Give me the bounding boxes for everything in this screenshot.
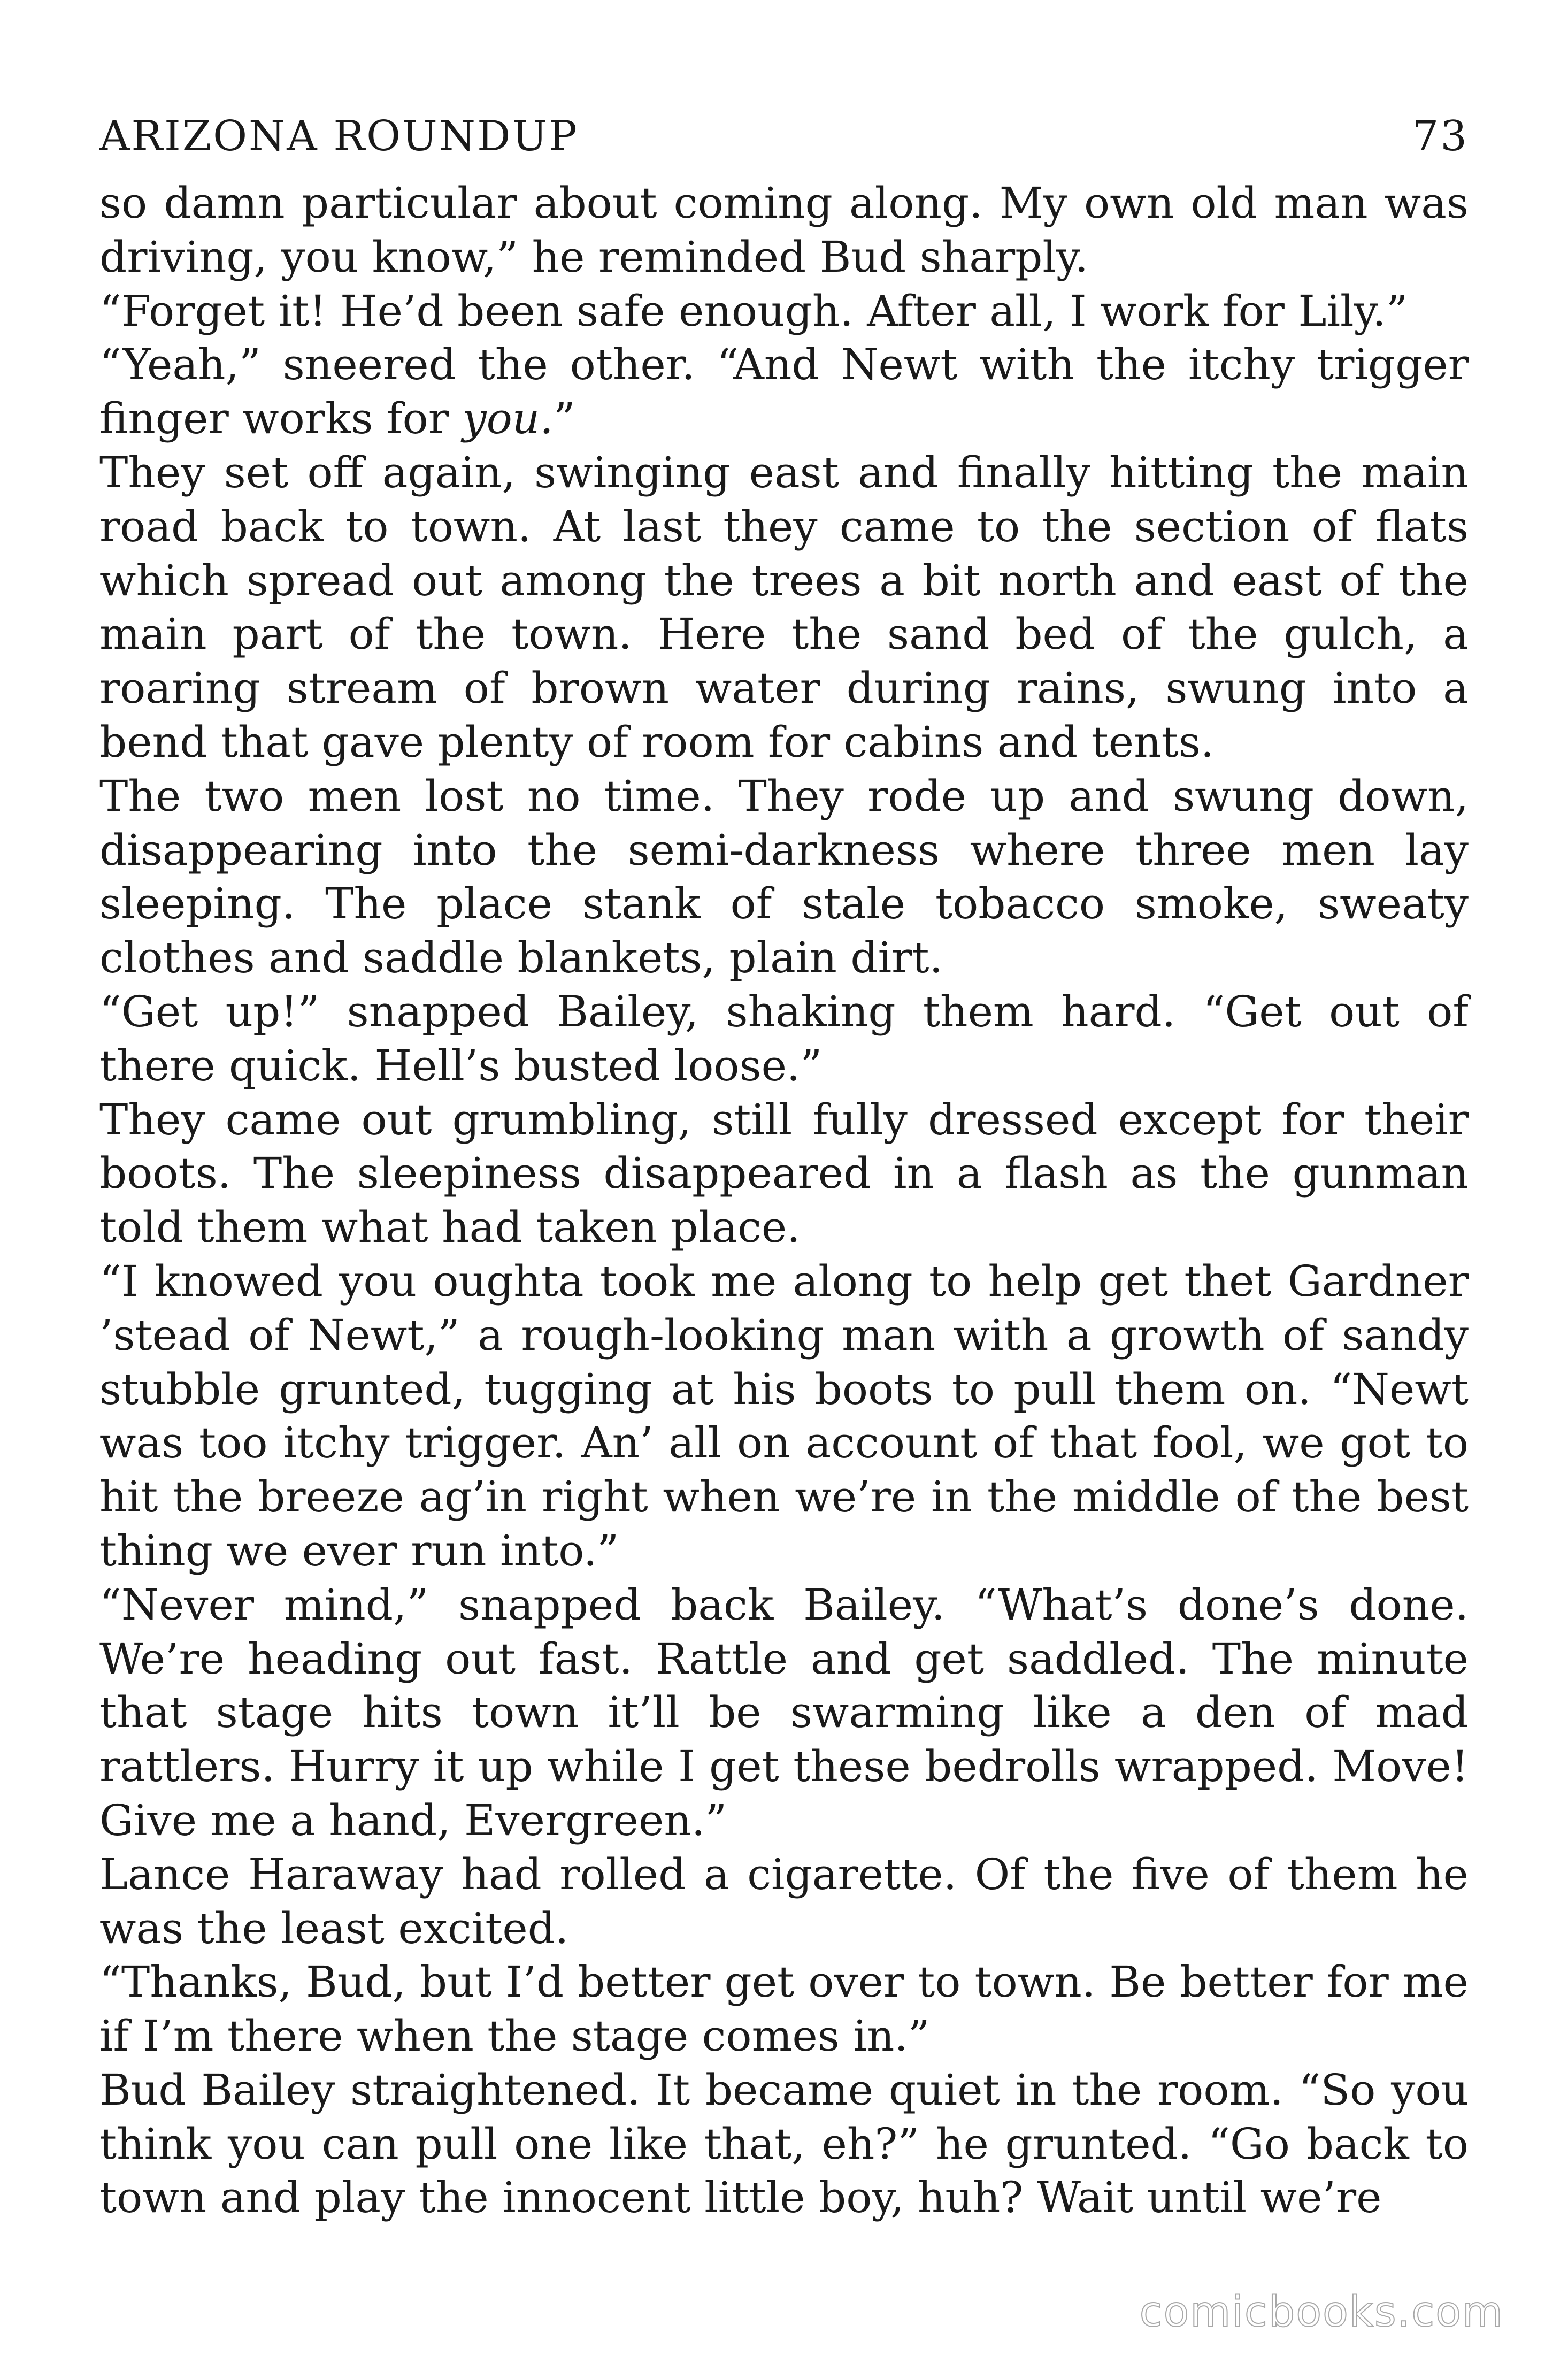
watermark: comicbooks.com	[1139, 2288, 1504, 2336]
text-run: They set off again, swinging east and finally hitting the main road back to town. At last they came to the section of flats which spread out among the trees a bit north and east of the main part of the town. Here the sand bed of the gulch, a roaring stream of brown water during rains, swung into a bend that gave plenty of room for cabins and tents.	[99, 447, 1469, 767]
text-run: Bud Bailey straightened. It became quiet in the room. “So you think you can pull one like that, eh?” he grunted. “Go back to town and play the innocent little boy, huh? Wait until we’re	[99, 2065, 1469, 2223]
paragraph	[99, 446, 1469, 770]
text-run: ”	[553, 394, 575, 444]
italic-text-run: you.	[462, 394, 554, 444]
paragraph	[99, 1093, 1469, 1255]
text-run: They came out grumbling, still fully dressed except for their boots. The sleepiness disappeared in a flash as the gunman told them what had taken place.	[99, 1094, 1469, 1253]
paragraph	[99, 770, 1469, 985]
text-run: “I knowed you oughta took me along to help get thet Gardner ’stead of Newt,” a rough-looking man with a growth of sandy stubble grunted, tugging at his boots to pull them on. “Newt was too itchy trigger. An’ all on account of that fool, we got to hit the breeze ag’in right when we’re in the middle of the best thing we ever run into.”	[99, 1256, 1469, 1576]
paragraph	[99, 1955, 1469, 2063]
text-run: The two men lost no time. They rode up and swung down, disappearing into the semi-darkness where three men lay sleeping. The place stank of stale tobacco smoke, sweaty clothes and saddle blankets, plain dirt.	[99, 771, 1469, 983]
paragraph	[99, 285, 1469, 339]
text-run: “Yeah,” sneered the other. “And Newt with the itchy trigger finger works for	[99, 340, 1469, 444]
running-head	[99, 107, 1469, 166]
paragraph	[99, 1255, 1469, 1578]
paragraph	[99, 985, 1469, 1093]
text-run: “Forget it! He’d been safe enough. After all, I work for Lily.”	[99, 286, 1408, 336]
text-run: “Get up!” snapped Bailey, shaking them hard. “Get out of there quick. Hell’s busted loose.”	[99, 986, 1469, 1091]
text-run: Lance Haraway had rolled a cigarette. Of the five of them he was the least excited.	[99, 1849, 1469, 1953]
text-run: “Never mind,” snapped back Bailey. “What’s done’s done. We’re heading out fast. Rattle and get saddled. The minute that stage hits town it’ll be swarming like a den of mad rattlers. Hurry it up while I get these bedrolls wrapped. Move! Give me a hand, Evergreen.”	[99, 1579, 1469, 1845]
paragraph	[99, 1848, 1469, 1956]
paragraph	[99, 338, 1469, 446]
paragraph	[99, 1578, 1469, 1848]
text-run: “Thanks, Bud, but I’d better get over to town. Be better for me if I’m there when the stage comes in.”	[99, 1957, 1469, 2061]
text-run: so damn particular about coming along. My own old man was driving, you know,” he reminded Bud sharply.	[99, 178, 1469, 282]
paragraph	[99, 2063, 1469, 2225]
paragraph	[99, 176, 1469, 285]
book-title: ARIZONA ROUNDUP	[99, 112, 579, 160]
body-text	[99, 176, 1469, 2225]
page-number: 73	[1412, 112, 1469, 160]
